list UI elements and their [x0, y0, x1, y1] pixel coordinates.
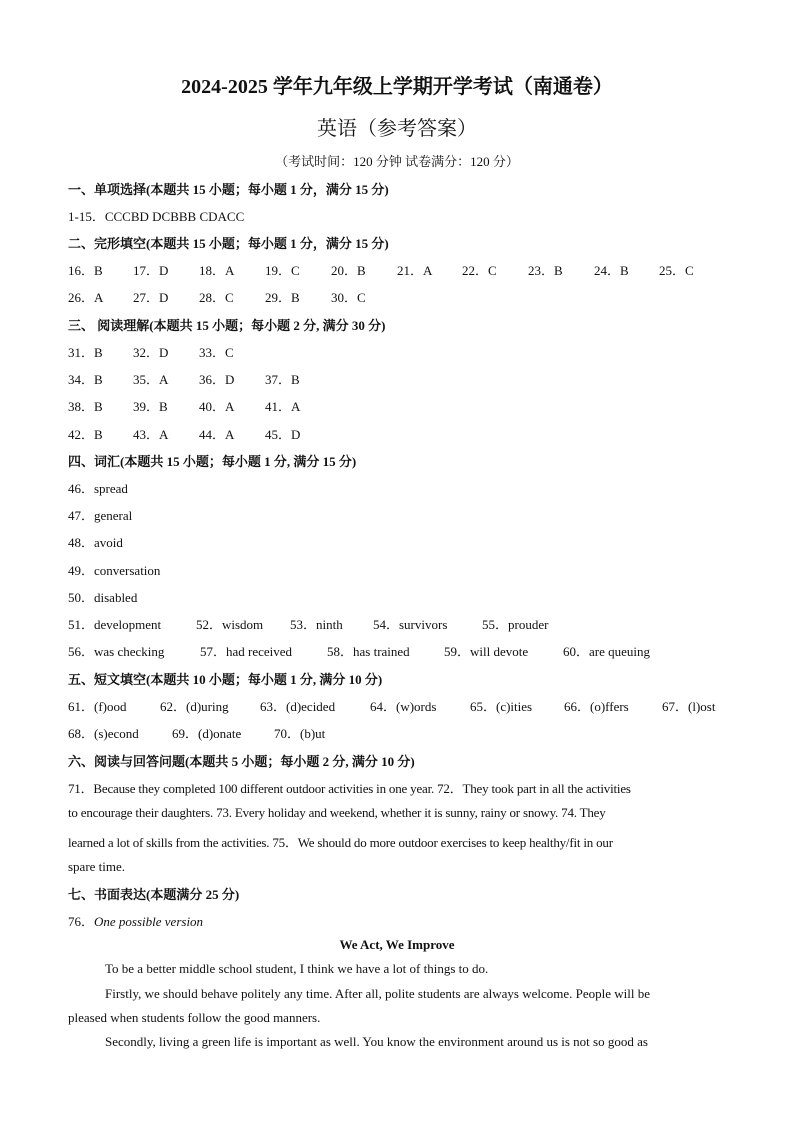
answer-item: 50．disabled — [68, 590, 138, 605]
answer-item: 51．development — [68, 617, 162, 632]
section-heading-7: 七、书面表达(本题满分 25 分) — [68, 887, 240, 902]
answer-item: 34．B — [68, 372, 103, 387]
answer-item: 19．C — [265, 263, 300, 278]
section-heading-1: 一、单项选择(本题共 15 小题；每小题 1 分，满分 15 分) — [68, 182, 389, 197]
answer-item: 49．conversation — [68, 563, 161, 578]
answer-item: 28．C — [199, 290, 234, 305]
answer-item: 57．had received — [200, 644, 293, 659]
answer-item: 27．D — [133, 290, 169, 305]
answer-item: 64．(w)ords — [370, 699, 437, 714]
answer-item: 29．B — [265, 290, 300, 305]
answer-item: 68．(s)econd — [68, 726, 139, 741]
answer-item: 33．C — [199, 345, 234, 360]
answer-item: 39．B — [133, 399, 168, 414]
answer-item: 36．D — [199, 372, 235, 387]
answer-item: 17．D — [133, 263, 169, 278]
answer-item: 65．(c)ities — [470, 699, 533, 714]
section-heading-2: 二、完形填空(本题共 15 小题；每小题 1 分，满分 15 分) — [68, 236, 389, 251]
subject-subtitle: 英语（参考答案） — [317, 118, 477, 140]
answer-item: 55．prouder — [482, 617, 549, 632]
answer-item: 23．B — [528, 263, 563, 278]
answer-line: spare time. — [68, 859, 126, 874]
answer-item: 30．C — [331, 290, 366, 305]
answer-item: 53．ninth — [290, 617, 343, 632]
answer-item: 58．has trained — [327, 644, 410, 659]
answer-item: 46．spread — [68, 481, 128, 496]
essay-paragraph: To be a better middle school student, I think we have a lot of things to do. — [105, 961, 489, 976]
answer-item: 56．was checking — [68, 644, 165, 659]
answer-item: 26．A — [68, 290, 104, 305]
essay-title: We Act, We Improve — [339, 937, 455, 952]
answer-item: 25．C — [659, 263, 694, 278]
page-title: 2024-2025 学年九年级上学期开学考试（南通卷） — [181, 76, 613, 98]
answer-item: 47．general — [68, 508, 133, 523]
section-heading-5: 五、短文填空(本题共 10 小题；每小题 1 分, 满分 10 分) — [68, 672, 383, 687]
answer-item: 63．(d)ecided — [260, 699, 336, 714]
answer-item: 37．B — [265, 372, 300, 387]
answer-item: 41．A — [265, 399, 301, 414]
answer-item: 18．A — [199, 263, 235, 278]
answer-item: 44．A — [199, 427, 235, 442]
answer-line: learned a lot of skills from the activities. 75．We should do more outdoor exercises to keep healthy/fit in our — [68, 835, 613, 850]
answer-item: 70．(b)ut — [274, 726, 326, 741]
answer-item: 35．A — [133, 372, 169, 387]
answer-item: 52．wisdom — [196, 617, 264, 632]
essay-paragraph: Secondly, living a green life is important as well. You know the environment around us is not so good as — [105, 1034, 648, 1049]
answer-line: to encourage their daughters. 73. Every holiday and weekend, whether it is sunny, rainy or snowy. 74. They — [68, 805, 606, 820]
answer-row: 1-15．CCCBD DCBBB CDACC — [68, 209, 245, 224]
answer-item: 45．D — [265, 427, 301, 442]
answer-item: 67．(l)ost — [662, 699, 716, 714]
answer-item: 59．will devote — [444, 644, 529, 659]
answer-item: 21．A — [397, 263, 433, 278]
answer-item: 66．(o)ffers — [564, 699, 629, 714]
answer-item: 61．(f)ood — [68, 699, 127, 714]
answer-line: 71．Because they completed 100 different outdoor activities in one year. 72．They took part in all the activities — [68, 781, 631, 796]
answer-item: 20．B — [331, 263, 366, 278]
answer-item: 38．B — [68, 399, 103, 414]
answer-item: 24．B — [594, 263, 629, 278]
answer-item: 32．D — [133, 345, 169, 360]
essay-label-row — [68, 911, 203, 930]
section-heading-6: 六、阅读与回答问题(本题共 5 小题；每小题 2 分, 满分 10 分) — [68, 754, 415, 769]
version-label: One possible version — [94, 914, 204, 929]
essay-paragraph: pleased when students follow the good manners. — [68, 1010, 321, 1025]
exam-meta: （考试时间：120 分钟 试卷满分：120 分） — [275, 154, 519, 169]
answer-item: 48．avoid — [68, 535, 123, 550]
answer-item: 40．A — [199, 399, 235, 414]
answer-item: 42．B — [68, 427, 103, 442]
answer-item: 22．C — [462, 263, 497, 278]
essay-paragraph: Firstly, we should behave politely any time. After all, polite students are always welcome. People will be — [105, 986, 651, 1001]
answer-item: 31．B — [68, 345, 103, 360]
answer-item: 54．survivors — [373, 617, 448, 632]
section-heading-3: 三、 阅读理解(本题共 15 小题；每小题 2 分, 满分 30 分) — [68, 318, 386, 333]
section-heading-4: 四、词汇(本题共 15 小题；每小题 1 分, 满分 15 分) — [68, 454, 357, 469]
question-number: 76． — [68, 914, 95, 929]
answer-item: 60．are queuing — [563, 644, 651, 659]
answer-item: 62．(d)uring — [160, 699, 229, 714]
answer-item: 69．(d)onate — [172, 726, 242, 741]
answer-item: 43．A — [133, 427, 169, 442]
answer-item: 16．B — [68, 263, 103, 278]
